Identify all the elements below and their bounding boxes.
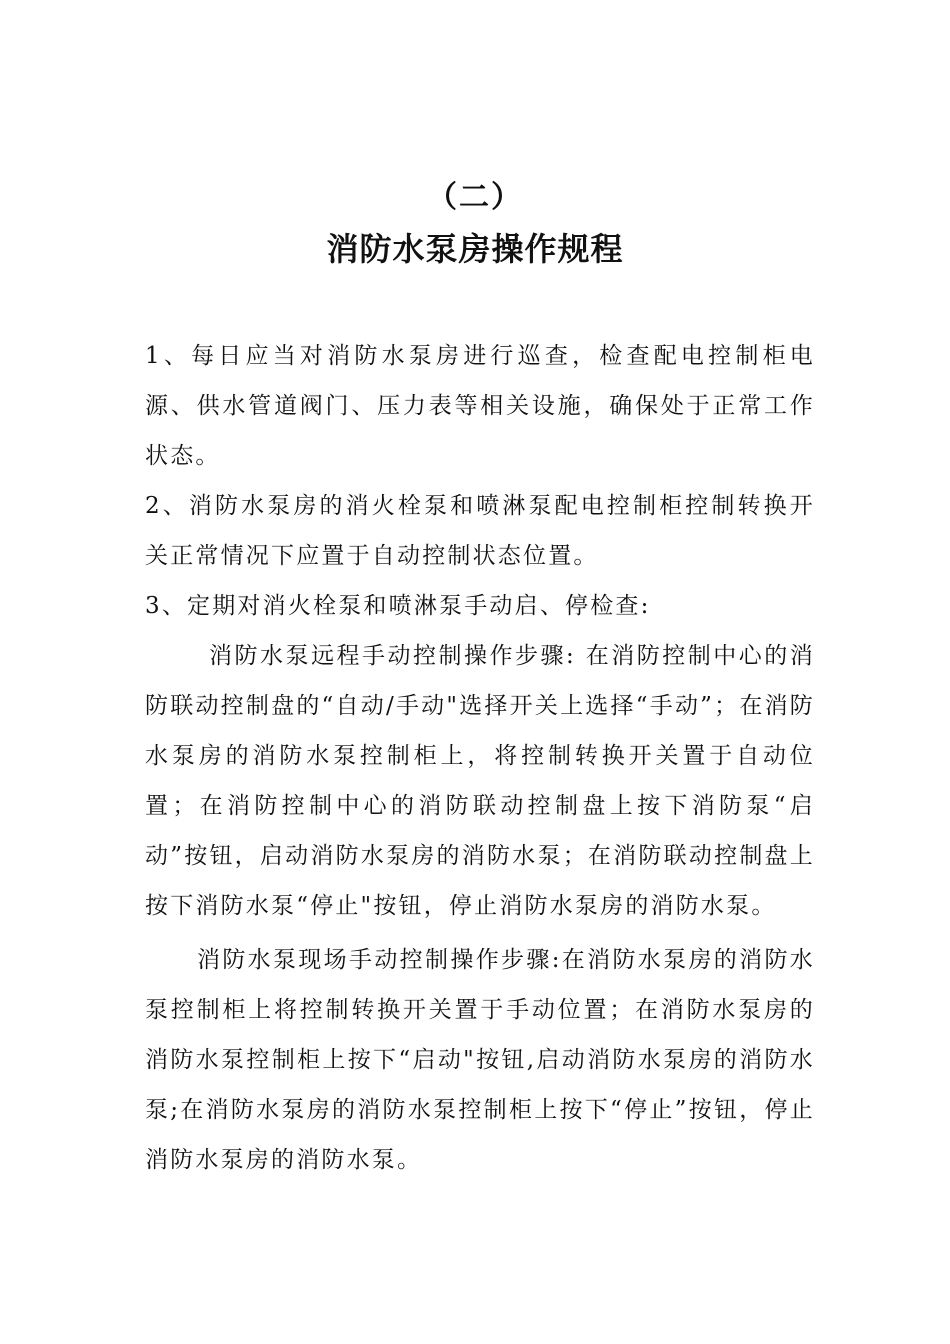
- paragraph-1: 1、每日应当对消防水泵房进行巡查，检查配电控制柜电源、供水管道阀门、压力表等相关设施，确保处于正常工作状态。: [145, 343, 815, 469]
- paragraph-2: 2、消防水泵房的消火栓泵和喷淋泵配电控制柜控制转换开关正常情况下应置于自动控制状态位置。: [145, 493, 815, 569]
- paragraph-3: 3、定期对消火栓泵和喷淋泵手动启、停检查:: [145, 593, 651, 619]
- paragraph-remote-manual-steps: 消防水泵远程手动控制操作步骤: 在消防控制中心的消防联动控制盘的“自动/手动"选择开关上选择“手动”；在消防水泵房的消防水泵控制柜上，将控制转换开关置于自动位置；在消防控制中心的消防联动控制盘上按下消防泵“启动”按钮，启动消防水泵房的消防水泵；在消防联动控制盘上按下消防水泵“停止"按钮，停止消防水泵房的消防水泵。: [145, 643, 815, 919]
- document-subtitle: （二）: [427, 180, 523, 215]
- document-title: 消防水泵房操作规程: [326, 230, 624, 268]
- document-body: [145, 331, 815, 1185]
- paragraph-local-manual-steps: 消防水泵现场手动控制操作步骤:在消防水泵房的消防水泵控制柜上将控制转换开关置于手动位置；在消防水泵房的消防水泵控制柜上按下“启动"按钮,启动消防水泵房的消防水泵;在消防水泵房的消防水泵控制柜上按下“停止”按钮，停止消防水泵房的消防水泵。: [145, 947, 815, 1173]
